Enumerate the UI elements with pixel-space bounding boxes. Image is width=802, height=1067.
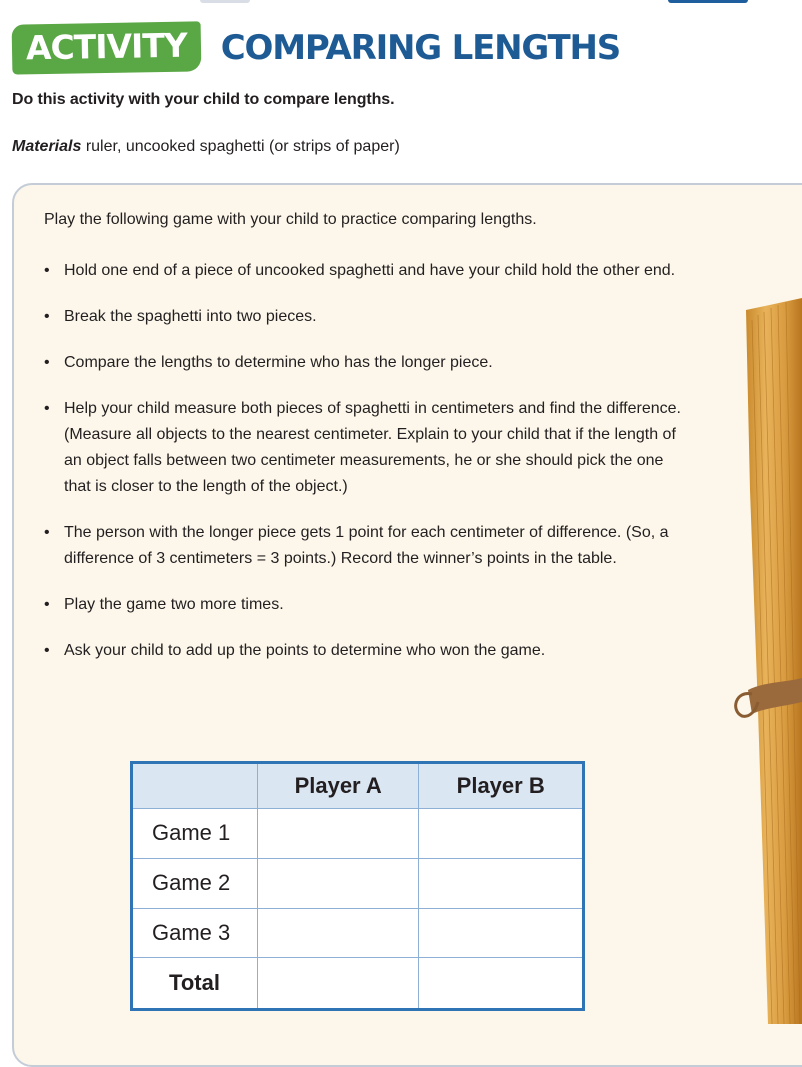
- list-item-text: Help your child measure both pieces of spaghetti in centimeters and find the difference. (Measure all objects to the nearest centimeter. Explain to your child that if the length of an object falls between two centimeter measurements, he or she should pick the one that is closer to the length of the object.): [64, 400, 681, 495]
- bullet-icon: •: [44, 400, 50, 417]
- bullet-icon: •: [44, 596, 50, 613]
- list-item: [44, 304, 684, 330]
- score-cell-player-b[interactable]: [419, 858, 584, 908]
- top-decoration-right: [668, 0, 748, 3]
- list-item-text: The person with the longer piece gets 1 point for each centimeter of difference. (So, a difference of 3 centimeters = 3 points.) Record the winner’s points in the table.: [64, 524, 669, 567]
- list-item: [44, 396, 684, 500]
- bullet-icon: •: [44, 642, 50, 659]
- bullet-icon: •: [44, 354, 50, 371]
- row-label: Game 2: [132, 858, 258, 908]
- total-cell-player-b[interactable]: [419, 958, 584, 1010]
- list-item-text: Hold one end of a piece of uncooked spaghetti and have your child hold the other end.: [64, 262, 676, 279]
- materials-label: Materials: [12, 138, 82, 155]
- bullet-icon: •: [44, 308, 50, 325]
- table-header-player-b: Player B: [419, 763, 584, 809]
- list-item: [44, 258, 684, 284]
- list-item-text: Ask your child to add up the points to determine who won the game.: [64, 642, 546, 659]
- score-table: [130, 761, 585, 1011]
- table-row: [132, 858, 584, 908]
- game-intro-text: Play the following game with your child to practice comparing lengths.: [44, 211, 537, 228]
- table-row-total: [132, 958, 584, 1010]
- page-title: COMPARING LENGTHS: [220, 28, 621, 68]
- list-item: [44, 350, 684, 376]
- table-row: [132, 809, 584, 859]
- list-item: [44, 638, 684, 664]
- table-header-row: [132, 763, 584, 809]
- bullet-icon: •: [44, 524, 50, 541]
- instruction-list: [44, 258, 684, 664]
- score-cell-player-b[interactable]: [419, 908, 584, 958]
- list-item-text: Break the spaghetti into two pieces.: [64, 308, 317, 325]
- row-label-total: Total: [132, 958, 258, 1010]
- score-cell-player-a[interactable]: [258, 908, 419, 958]
- bullet-icon: •: [44, 262, 50, 279]
- activity-badge: ACTIVITY: [12, 21, 202, 74]
- table-header-blank: [132, 763, 258, 809]
- list-item-text: Compare the lengths to determine who has the longer piece.: [64, 354, 493, 371]
- list-item-text: Play the game two more times.: [64, 596, 284, 613]
- activity-header: [12, 22, 620, 74]
- score-cell-player-a[interactable]: [258, 809, 419, 859]
- score-cell-player-b[interactable]: [419, 809, 584, 859]
- materials-text: ruler, uncooked spaghetti (or strips of paper): [81, 138, 400, 155]
- row-label: Game 1: [132, 809, 258, 859]
- list-item: [44, 592, 684, 618]
- table-header-player-a: Player A: [258, 763, 419, 809]
- row-label: Game 3: [132, 908, 258, 958]
- spaghetti-bundle-illustration: [728, 290, 802, 1024]
- intro-text: Do this activity with your child to compare lengths.: [12, 91, 395, 108]
- table-row: [132, 908, 584, 958]
- materials-line: [12, 138, 400, 156]
- score-cell-player-a[interactable]: [258, 858, 419, 908]
- list-item: [44, 520, 684, 572]
- top-decoration-left: [200, 0, 250, 3]
- total-cell-player-a[interactable]: [258, 958, 419, 1010]
